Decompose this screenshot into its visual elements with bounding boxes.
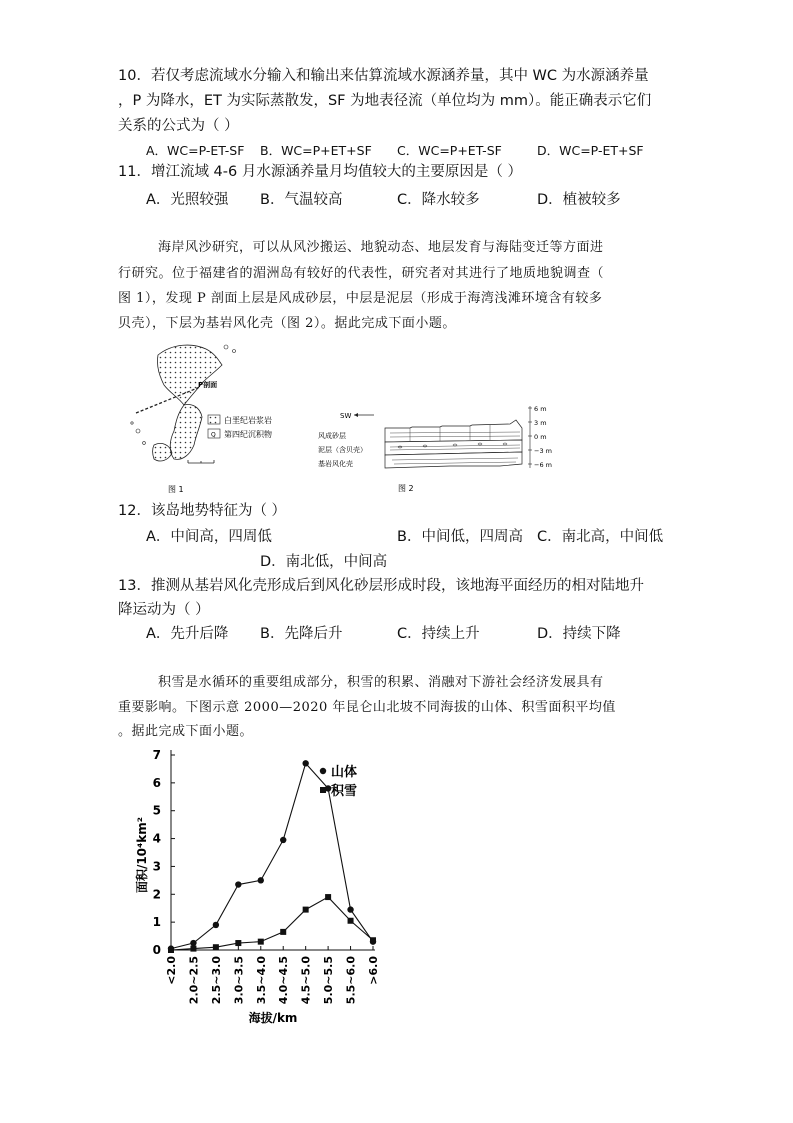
island-south-part [170, 405, 202, 460]
x-tick-label: >6.0 [367, 956, 380, 985]
q10-option-a: A．WC=P-ET-SF [146, 143, 245, 158]
q12-option-d: D．南北低，中间高 [260, 554, 388, 570]
series-point-square [235, 940, 241, 946]
q12-option-b: B．中间低，四周高 [397, 529, 523, 545]
series-point-circle [190, 940, 196, 946]
q11-option-d: D．植被较多 [537, 192, 621, 208]
legend-label-cretaceous: 白垩纪岩浆岩 [224, 416, 272, 425]
y-tick-label: 1 [152, 915, 161, 930]
legend-marker-circle [320, 768, 326, 774]
q13-option-c: C．持续上升 [397, 626, 480, 642]
y-tick-label: 3 [152, 859, 161, 874]
q11-option-a: A．光照较强 [146, 192, 229, 208]
scale-bar [188, 460, 214, 463]
depth-label-3m: 3 m [534, 419, 547, 427]
layer-label-sand: 风成砂层 [318, 432, 346, 440]
figure-2-caption: 图 2 [398, 484, 414, 493]
series-point-square [190, 946, 196, 952]
y-tick-label: 4 [152, 831, 161, 846]
legend-label: 山体 [331, 765, 358, 780]
series-point-circle [258, 877, 264, 883]
q10-stem-line-2: ，P 为降水，ET 为实际蒸散发，SF 为地表径流（单位均为 mm）。能正确表示它们 [118, 93, 652, 109]
q13-option-d: D．持续下降 [537, 626, 621, 642]
q11-option-b: B．气温较高 [260, 192, 343, 208]
sand-layer [385, 420, 522, 442]
series-point-circle [213, 922, 219, 928]
depth-label-6m: 6 m [534, 405, 547, 413]
p-profile-label: P剖面 [198, 381, 218, 389]
passage1-line-4: 贝壳），下层为基岩风化壳（图 2）。据此完成下面小题。 [118, 316, 456, 331]
q10-option-d: D．WC=P-ET+SF [537, 143, 644, 158]
y-tick-label: 0 [152, 943, 161, 957]
q13-stem-line-1: 13．推测从基岩风化壳形成后到风化砂层形成时段，该地海平面经历的相对陆地升 [118, 578, 644, 594]
series-point-circle [302, 760, 308, 766]
x-tick-label: 3.5~4.0 [254, 956, 268, 1005]
passage2-line-2: 重要影响。下图示意 2000—2020 年昆仑山北坡不同海拔的山体、积雪面积平均值 [118, 700, 616, 715]
legend-marker-square [320, 787, 326, 793]
x-tick-label: 5.0~5.5 [322, 956, 336, 1005]
series-point-square [303, 907, 309, 913]
series-point-square [370, 937, 376, 943]
series-point-square [258, 939, 264, 945]
passage1-line-3: 图 1），发现 P 剖面上层是风成砂层，中层是泥层（形成于海湾浅滩环境含有较多 [118, 291, 603, 306]
y-tick-label: 2 [152, 887, 161, 902]
figure-1-island-map [118, 335, 333, 495]
x-tick-label: 5.5~6.0 [344, 956, 358, 1005]
series-point-circle [235, 881, 241, 887]
series-line-1 [171, 897, 373, 950]
x-tick-label: 2.5~3.0 [209, 956, 223, 1005]
x-tick-label: <2.0 [165, 956, 178, 985]
x-tick-label: 3.0~3.5 [232, 956, 246, 1005]
q13-option-b: B．先降后升 [260, 626, 343, 642]
snow-area-line-chart [118, 740, 388, 1035]
passage2-line-1: 积雪是水循环的重要组成部分，积雪的积累、消融对下游社会经济发展具有 [158, 675, 604, 690]
layer-label-bedrock: 基岩风化壳 [318, 460, 353, 468]
depth-label-0m: 0 m [534, 433, 547, 441]
q10-stem-line-1: 10．若仅考虑流域水分输入和输出来估算流域水源涵养量，其中 WC 为水源涵养量 [118, 68, 649, 84]
q12-stem: 12．该岛地势特征为（ ） [118, 503, 287, 519]
legend-label: 积雪 [331, 784, 358, 799]
x-tick-label: 4.0~4.5 [277, 956, 291, 1005]
series-point-square [168, 947, 174, 953]
legend-swatch-cretaceous [208, 415, 220, 424]
legend-q-letter: Q [211, 431, 216, 439]
figure-2-cross-section [318, 400, 560, 495]
q13-option-a: A．先升后降 [146, 626, 229, 642]
bedrock-layer [385, 452, 522, 468]
series-point-square [348, 918, 354, 924]
chart-y-axis-label: 面积/10⁴km² [135, 816, 149, 894]
q10-option-b: B．WC=P+ET+SF [260, 143, 372, 158]
q11-stem: 11．增江流域 4-6 月水源涵养量月均值较大的主要原因是（ ） [118, 164, 522, 180]
legend-label-quaternary: 第四纪沉积物 [224, 430, 272, 439]
layer-label-mud: 泥层（含贝壳） [318, 446, 367, 454]
series-point-circle [347, 906, 353, 912]
y-tick-label: 6 [152, 775, 161, 790]
series-point-square [325, 894, 331, 900]
island-north-part [157, 345, 222, 405]
passage1-line-1: 海岸风沙研究，可以从风沙搬运、地貌动态、地层发育与海陆变迁等方面进 [158, 240, 604, 255]
q10-option-c: C．WC=P+ET-SF [397, 143, 502, 158]
series-point-circle [280, 837, 286, 843]
depth-label-minus-3m: −3 m [534, 447, 552, 455]
series-point-square [213, 944, 219, 950]
q13-stem-line-2: 降运动为（ ） [118, 602, 210, 618]
q12-option-a: A．中间高，四周低 [146, 529, 272, 545]
chart-x-axis-label: 海拔/km [248, 1011, 298, 1025]
direction-label: SW [340, 412, 352, 420]
y-tick-label: 5 [152, 803, 161, 818]
passage2-line-3: 。据此完成下面小题。 [118, 724, 254, 739]
passage1-line-2: 行研究。位于福建省的湄洲岛有较好的代表性，研究者对其进行了地质地貌调查（ [118, 266, 605, 281]
x-tick-label: 2.0~2.5 [187, 956, 201, 1005]
figure-1-caption: 图 1 [168, 485, 184, 494]
depth-label-minus-6m: −6 m [534, 461, 552, 469]
x-tick-label: 4.5~5.0 [299, 956, 313, 1005]
series-point-square [280, 929, 286, 935]
q12-option-c: C．南北高，中间低 [537, 529, 664, 545]
q11-option-c: C．降水较多 [397, 192, 480, 208]
q10-stem-line-3: 关系的公式为（ ） [118, 118, 239, 134]
island-south-tip [153, 443, 173, 461]
y-tick-label: 7 [152, 748, 161, 762]
